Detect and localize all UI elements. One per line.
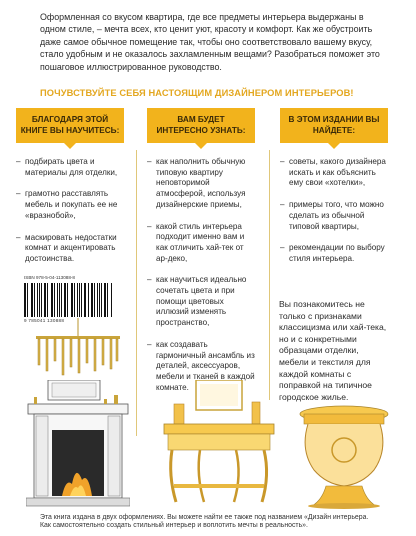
barcode bbox=[24, 283, 112, 317]
column-divider bbox=[269, 150, 270, 400]
list-item: – как научиться идеально сочетать цвета и при помощи цветовых иллюзий изменять пространство, bbox=[147, 275, 255, 329]
footer-line: Эта книга издана в двух оформлениях. Вы можете найти ее также под названием «Дизайн интерьера. bbox=[40, 514, 369, 521]
slogan: ПОЧУВСТВУЙТЕ СЕБЯ НАСТОЯЩИМ ДИЗАЙНЕРОМ ИНТЕРЬЕРОВ! bbox=[40, 88, 354, 98]
column-interesting-title: ВАМ БУДЕТ ИНТЕРЕСНО УЗНАТЬ: bbox=[147, 108, 255, 143]
footer-note bbox=[40, 514, 400, 531]
list-item: – советы, какого дизайнера искать и как объяснить ему свои «хотелки», bbox=[280, 157, 388, 189]
list-item: – маскировать недостатки комнат и акцентировать достоинства. bbox=[16, 233, 124, 265]
list-item: – какой стиль интерьера подходит именно вам и как отличить хай-тек от ар-деко, bbox=[147, 222, 255, 265]
column-find bbox=[280, 108, 388, 276]
fireplace-illustration bbox=[26, 380, 130, 510]
list-item: – примеры того, что можно сделать из обычной типовой квартиры, bbox=[280, 200, 388, 232]
console-table-illustration bbox=[160, 380, 278, 505]
column-interesting bbox=[147, 108, 255, 404]
ornate-table-illustration bbox=[296, 400, 392, 510]
list-item: – как наполнить обычную типовую квартиру неповторимой атмосферой, используя дизайнерские приемы, bbox=[147, 157, 255, 211]
column-learn-title: БЛАГОДАРЯ ЭТОЙ КНИГЕ ВЫ НАУЧИТЕСЬ: bbox=[16, 108, 124, 143]
chandelier-illustration bbox=[28, 318, 128, 378]
list-item: – подбирать цвета и материалы для отделки, bbox=[16, 157, 124, 178]
barcode-number: 9 785041 130888 bbox=[24, 318, 65, 323]
isbn-label: ISBN 978-5-04-113088-8 bbox=[24, 275, 75, 280]
intro-paragraph: Оформленная со вкусом квартира, где все предметы интерьера выдержаны в одном стиле, – мечта всех, кто ценит уют, красоту и комфорт. Как же обустроить даже самое обычное помещение так, чтобы оно соответствовало вашему вкусу, стало удобным и не оказалось захламленным вещами? Разобраться поможет это пошаговое иллюстрированное руководство. bbox=[40, 12, 380, 72]
right-paragraph: Вы познакомитесь не только с признаками классицизма или хай-тека, но и с конкретными образцами отделки, мебели и текстиля для каждой комнаты с поправкой на типичное городское жилье. bbox=[279, 299, 387, 402]
footer-line: Как самостоятельно создать стильный интерьер и воплотить мечты в реальность». bbox=[40, 522, 308, 530]
column-divider bbox=[136, 150, 137, 436]
column-find-title: В ЭТОМ ИЗДАНИИ ВЫ НАЙДЕТЕ: bbox=[280, 108, 388, 143]
column-learn bbox=[16, 108, 124, 276]
list-item: – грамотно расставлять мебель и покупать ее не «вразнобой», bbox=[16, 189, 124, 221]
list-item: – как создавать гармоничный ансамбль из деталей, аксессуаров, мебели и тканей в каждой комнате. bbox=[147, 340, 255, 394]
list-item: – рекомендации по выбору стиля интерьера. bbox=[280, 243, 388, 264]
